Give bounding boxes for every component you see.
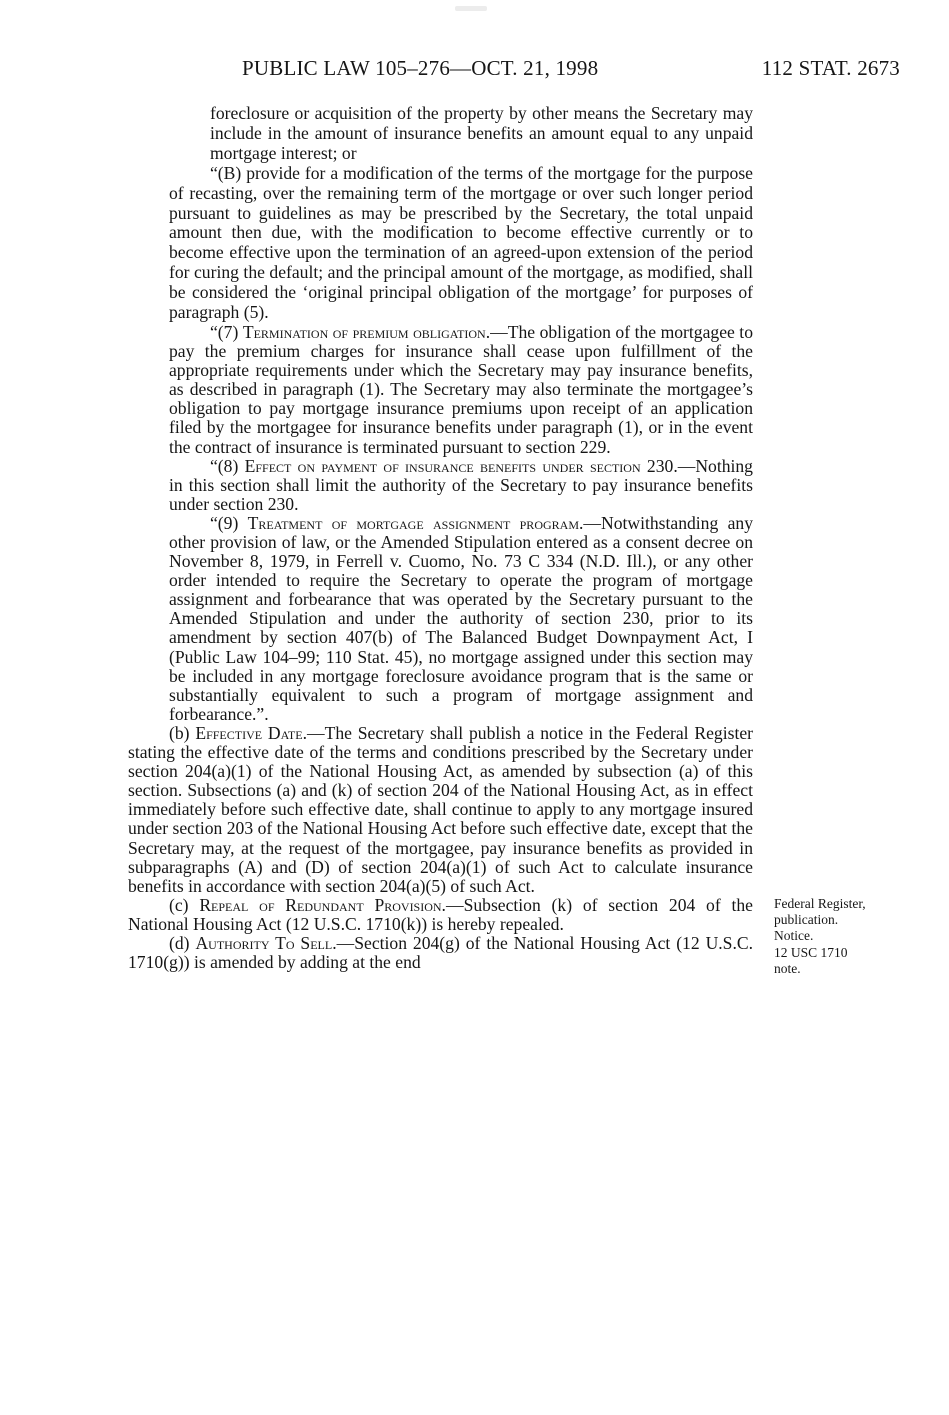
stat-page-number: 112 STAT. 2673 — [761, 56, 900, 80]
subsection-b-heading: Effective Date. — [195, 722, 307, 743]
paragraph-8 — [128, 457, 753, 514]
margin-note-line: Federal Register, — [774, 896, 866, 911]
scan-mark — [455, 6, 487, 11]
subsection-c-repeal — [128, 896, 753, 934]
subsection-d-heading: Authority To Sell. — [195, 932, 337, 953]
statute-text — [128, 104, 753, 972]
margin-note-line: Notice. — [774, 928, 814, 944]
margin-note-line: note. — [774, 960, 801, 976]
subsection-c-body: —Subsection (k) of section 204 of the National Housing Act (12 U.S.C. 1710(k)) is hereby repealed. — [128, 894, 753, 934]
paragraph-8-lead: “(8) — [210, 455, 245, 476]
subsection-d-body: —Section 204(g) of the National Housing Act (12 U.S.C. 1710(g)) is amended by adding at the end — [128, 932, 753, 973]
law-title: PUBLIC LAW 105–276—OCT. 21, 1998 — [242, 56, 599, 80]
paragraph-7-lead: “(7) — [210, 321, 243, 342]
margin-note-line: publication. — [774, 912, 839, 928]
paragraph-7-body: —The obligation of the mortgagee to pay the premium charges for insurance shall cease upon fulfillment of the appropriate requirements under which the Secretary may pay insurance benefits, as described in paragraph (1). The Secretary may also terminate the mortgagee’s obligation to pay mortgage insurance premiums upon receipt of an application filed by the mortgagee for insurance benefits under paragraph (1), or in the event the contract of insurance is terminated pursuant to section 229. — [169, 321, 753, 457]
margin-note-line: 12 USC 1710 — [774, 944, 848, 960]
subsection-d-lead: (d) — [169, 932, 196, 953]
paragraph-continuation: foreclosure or acquisition of the property by other means the Secretary may include in the amount of insurance benefits an amount equal to any unpaid mortgage interest; or — [210, 103, 753, 163]
paragraph-9 — [128, 514, 753, 724]
margin-note — [774, 896, 904, 977]
paragraph-8-body: —Nothing in this section shall limit the authority of the Secretary to pay insurance benefits under section 230. — [169, 455, 753, 514]
paragraph-9-heading: Treatment of mortgage assignment program. — [247, 512, 584, 533]
paragraph-subparagraph-b: “(B) provide for a modification of the terms of the mortgage for the purpose of recasting, over the remaining term of the mortgage or over such longer period pursuant to guidelines as may be prescribed by the Secretary, the total unpaid amount then due, with the modification to become effective currently or to become effective upon the termination of an agreed-upon extension of the period for curing the default; and the principal amount of the mortgage, as modified, shall be considered the ‘original principal obligation of the mortgage’ for purposes of paragraph (5). — [169, 162, 753, 323]
subsection-b-body: —The Secretary shall publish a notice in the Federal Register stating the effective date of the terms and conditions prescribed by the Secretary under section 204(a)(1) of the National Housing Act, as amended by subsection (a) of this section. Subsections (a) and (k) of section 204 of the National Housing Act, as in effect immediately before such effective date, shall continue to apply to any mortgage insured under section 203 of the National Housing Act before such effective date, except that the Secretary may, at the request of the mortgagee, pay insurance benefits as provided in subparagraphs (A) and (D) of section 204(a)(1) of such Act to calculate insurance benefits in accordance with section 204(a)(5) of such Act. — [128, 722, 753, 896]
paragraph-9-body: —Notwithstanding any other provision of law, or the Amended Stipulation entered as a consent decree on November 8, 1979, in Ferrell v. Cuomo, No. 73 C 334 (N.D. Ill.), or any other order intended to require the Secretary to operate the program of mortgage assignment and forbearance that was operated by the Secretary pursuant to the Amended Stipulation and under the authority of section 230, prior to its amendment by section 407(b) of The Balanced Budget Downpayment Act, I (Public Law 104–99; 110 Stat. 45), no mortgage assigned under this section may be included in any mortgage foreclosure avoidance program that is the same or substantially equivalent to such a program of mortgage assignment and forbearance.”. — [169, 512, 753, 724]
paragraph-7 — [128, 323, 753, 457]
paragraph-8-heading: Effect on payment of insurance benefits under section 230. — [244, 455, 678, 476]
subsection-b-lead: (b) — [169, 722, 196, 743]
subsection-c-heading: Repeal of Redundant Provision. — [199, 894, 446, 915]
subsection-d-authority — [128, 934, 753, 972]
paragraph-9-lead: “(9) — [210, 512, 248, 533]
subsection-b-effective-date — [128, 724, 753, 896]
subsection-c-lead: (c) — [169, 894, 200, 915]
paragraph-7-heading: Termination of premium obligation. — [242, 321, 491, 342]
running-header — [242, 56, 900, 86]
